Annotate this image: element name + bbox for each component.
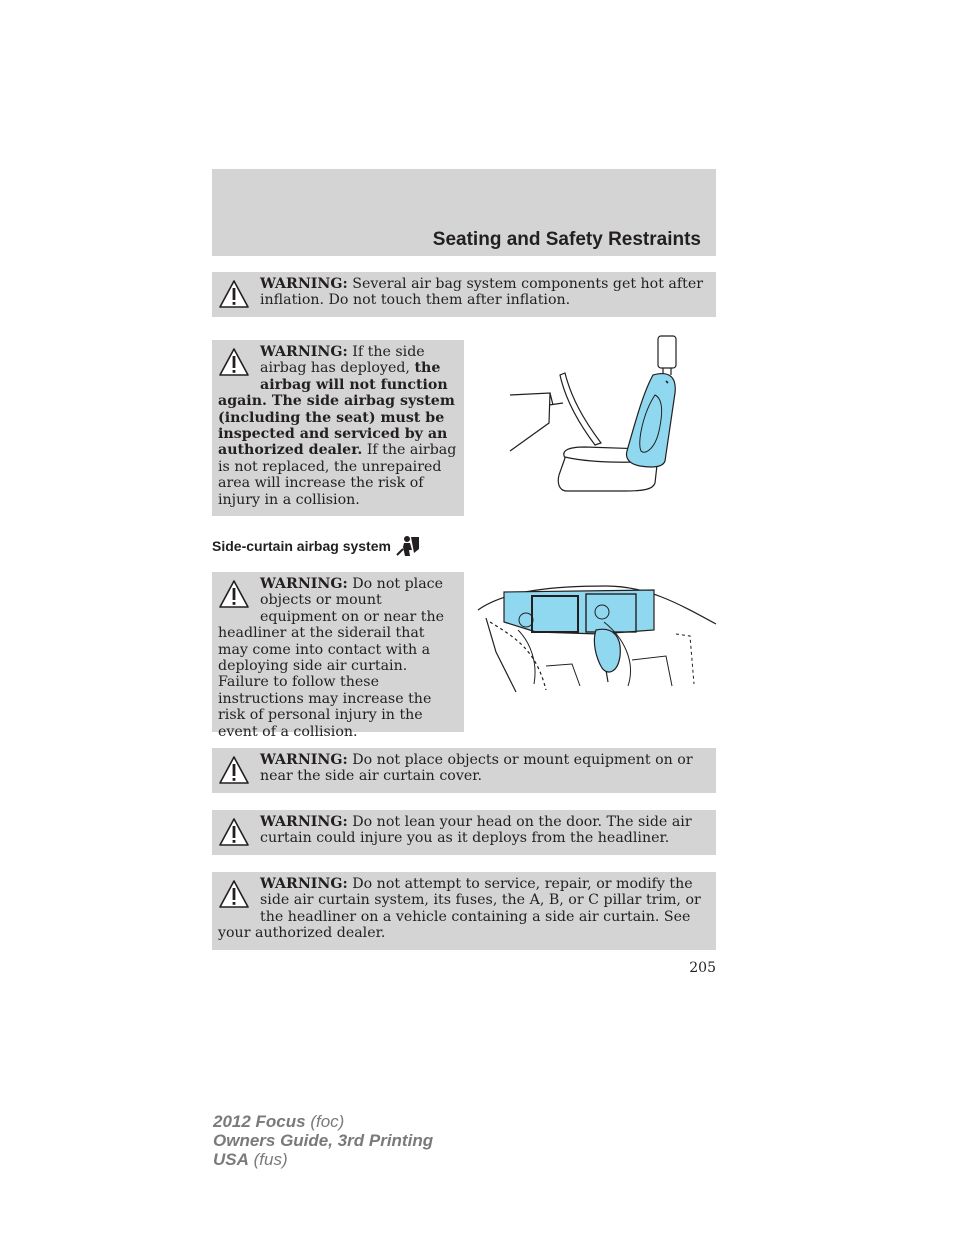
warning-box bbox=[212, 748, 716, 793]
warning-triangle-icon bbox=[218, 879, 250, 909]
warning-box bbox=[212, 872, 716, 950]
warning-box bbox=[212, 810, 716, 855]
side-curtain-airbag-illustration bbox=[476, 582, 718, 694]
warning-text: WARNING: If the side airbag has deployed, the airbag will not function again. The side airbag system (including the seat) must be inspected and serviced by an authorized dealer. If the airbag is not replaced, the unrepaired area will increase the risk of injury in a collision. bbox=[218, 344, 457, 508]
warning-text: WARNING: Do not place objects or mount equipment on or near the side air curtain cover. bbox=[260, 752, 693, 785]
page-title: Seating and Safety Restraints bbox=[432, 229, 701, 250]
side-curtain-airbag-icon bbox=[395, 535, 421, 557]
warning-box bbox=[212, 272, 716, 317]
header-band bbox=[212, 169, 716, 256]
warning-triangle-icon bbox=[218, 347, 250, 377]
warning-box bbox=[212, 340, 464, 516]
warning-text: WARNING: Do not attempt to service, repair, or modify the side air curtain system, its fuses, the A, B, or C pillar trim, or the headliner on a vehicle containing a side air curtain. See your authorized dealer. bbox=[218, 876, 701, 942]
warning-triangle-icon bbox=[218, 817, 250, 847]
footer: 2012 Focus (foc) Owners Guide, 3rd Printing USA (fus) bbox=[213, 1112, 434, 1169]
warning-box bbox=[212, 572, 464, 740]
warning-triangle-icon bbox=[218, 755, 250, 785]
warning-triangle-icon bbox=[218, 579, 250, 609]
page-number: 205 bbox=[689, 960, 716, 976]
warning-text: WARNING: Several air bag system components get hot after inflation. Do not touch them after inflation. bbox=[260, 276, 704, 309]
warning-text: WARNING: Do not lean your head on the door. The side air curtain could injure you as it deploys from the headliner. bbox=[260, 814, 692, 847]
warning-text: WARNING: Do not place objects or mount equipment on or near the headliner at the siderail that may come into contact with a deploying side air curtain. Failure to follow these instructions may increase the risk of personal injury in the event of a collision. bbox=[218, 576, 444, 740]
side-airbag-seat-illustration bbox=[505, 333, 690, 495]
section-heading bbox=[212, 535, 421, 557]
warning-triangle-icon bbox=[218, 279, 250, 309]
section-title: Side-curtain airbag system bbox=[212, 538, 391, 554]
